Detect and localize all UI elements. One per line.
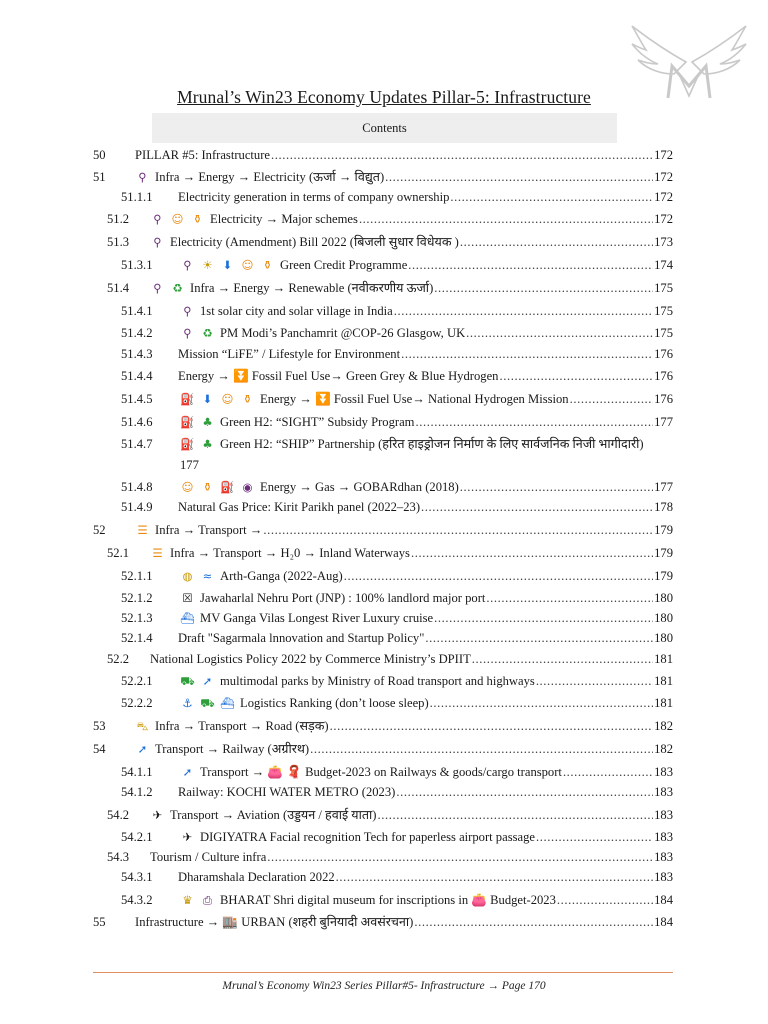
toc-leader-dots bbox=[460, 233, 653, 251]
toc-title: DIGIYATRA Facial recognition Tech for paperless airport passage bbox=[200, 830, 535, 844]
face-icon: ☺ bbox=[241, 258, 254, 272]
toc-entry[interactable] bbox=[0, 650, 768, 668]
toc-leader-dots bbox=[460, 478, 653, 496]
rail-icon: ☰ bbox=[137, 523, 148, 537]
toc-title: Transport → Railway (अग्रीरथ) bbox=[155, 742, 310, 756]
toc-number: 54 bbox=[93, 742, 106, 756]
toc-leader-dots bbox=[263, 521, 653, 539]
toc-leader-dots bbox=[434, 279, 653, 297]
toc-title: Infrastructure → 🏬 URBAN (शहरी बुनियादी अवसंरचना) bbox=[135, 915, 414, 929]
face-icon: ☺ bbox=[181, 480, 194, 494]
toc-number: 54.2 bbox=[107, 808, 130, 822]
toc-title: National Logistics Policy 2022 by Commerce Ministry’s DPIIT bbox=[150, 652, 471, 666]
toc-title: Infra → Energy → Electricity (ऊर्जा → विद्युत) bbox=[155, 170, 385, 184]
toc-page-number: 184 bbox=[654, 915, 673, 929]
toc-label bbox=[135, 740, 309, 758]
toc-label bbox=[178, 345, 400, 363]
toc-page-number: 181 bbox=[654, 696, 673, 710]
toc-page-number: 172 bbox=[654, 190, 673, 204]
toc-number: 52.2.1 bbox=[121, 674, 153, 688]
anchor-icon: ⚓ bbox=[182, 696, 193, 710]
toc-label bbox=[180, 302, 393, 320]
toc-entry[interactable] bbox=[0, 913, 768, 931]
recycle-icon: ♻ bbox=[172, 281, 183, 295]
toc-leader-dots bbox=[450, 188, 653, 206]
toc-number: 54.3.1 bbox=[121, 870, 153, 884]
toc-page-number: 175 bbox=[654, 304, 673, 318]
toc-entry[interactable] bbox=[0, 498, 768, 516]
toc-number: 52.1.3 bbox=[121, 611, 153, 625]
toc-entry[interactable] bbox=[0, 567, 768, 585]
toc-leader-dots bbox=[557, 891, 653, 909]
toc-page-number: 178 bbox=[654, 500, 673, 514]
bulb-icon: ☀ bbox=[202, 258, 213, 272]
toc-page-number: 181 bbox=[654, 674, 673, 688]
toc-entry[interactable] bbox=[0, 168, 768, 186]
toc-page-number: 177 bbox=[654, 480, 673, 494]
tap-icon: ⚱ bbox=[192, 212, 203, 226]
toc-number: 51.4.5 bbox=[121, 392, 153, 406]
train-icon: ➚ bbox=[182, 765, 193, 779]
plane-icon: ✈ bbox=[152, 808, 163, 822]
toc-leader-dots bbox=[310, 740, 653, 758]
printer-icon: ⎙ bbox=[202, 893, 213, 907]
pump-icon: ⛽ bbox=[180, 437, 195, 451]
toc-entry[interactable] bbox=[0, 413, 768, 431]
toc-number: 51.4.9 bbox=[121, 500, 153, 514]
toc-page-number: 180 bbox=[654, 631, 673, 645]
toc-leader-dots bbox=[430, 694, 653, 712]
toc-label bbox=[180, 567, 343, 585]
toc-entry[interactable] bbox=[0, 763, 768, 781]
toc-entry[interactable] bbox=[0, 210, 768, 228]
truck-icon: ⛟ bbox=[180, 674, 195, 688]
toc-number: 51.3 bbox=[107, 235, 130, 249]
toc-entry[interactable] bbox=[0, 324, 768, 342]
toc-label bbox=[150, 210, 358, 228]
toc-number: 50 bbox=[93, 148, 106, 162]
toc-leader-dots bbox=[563, 763, 653, 781]
toc-entry[interactable] bbox=[0, 717, 768, 735]
toc-number: 51.4.4 bbox=[121, 369, 153, 383]
plug-icon: ⚲ bbox=[183, 326, 192, 340]
toc-number: 52 bbox=[93, 523, 106, 537]
toc-entry[interactable] bbox=[0, 302, 768, 320]
toc-entry[interactable] bbox=[0, 672, 768, 690]
toc-page-number: 179 bbox=[654, 546, 673, 560]
toc-number: 51.4.3 bbox=[121, 347, 153, 361]
toc-number: 51.4 bbox=[107, 281, 130, 295]
toc-label bbox=[180, 324, 465, 342]
toc-label bbox=[178, 629, 424, 647]
toc-entry[interactable] bbox=[0, 345, 768, 363]
train-icon: ➚ bbox=[137, 742, 148, 756]
toc-number: 54.1.1 bbox=[121, 765, 153, 779]
toc-title: Infra → Transport → bbox=[155, 523, 263, 537]
toc-page-number: 173 bbox=[654, 235, 673, 249]
toc-leader-dots bbox=[425, 629, 653, 647]
toc-page-number: 182 bbox=[654, 719, 673, 733]
toc-entry[interactable] bbox=[0, 367, 768, 385]
toc-page-number: 183 bbox=[654, 765, 673, 779]
toc-number: 51.4.2 bbox=[121, 326, 153, 340]
toc-label bbox=[180, 891, 556, 909]
toc-page-number: 172 bbox=[654, 148, 673, 162]
toc-page-number: 177 bbox=[654, 415, 673, 429]
toc-number: 52.2.2 bbox=[121, 696, 153, 710]
rail-icon: ☰ bbox=[152, 546, 163, 560]
toc-number: 51.4.1 bbox=[121, 304, 153, 318]
toc-title: 1st solar city and solar village in India bbox=[200, 304, 393, 318]
face-icon: ☺ bbox=[171, 212, 184, 226]
toc-entry[interactable] bbox=[0, 256, 768, 274]
toc-label bbox=[178, 783, 395, 801]
toc-label bbox=[180, 256, 407, 274]
toc-number: 51.4.7 bbox=[121, 437, 153, 451]
pump-icon: ⛽ bbox=[180, 392, 195, 406]
plane-icon: ✈ bbox=[182, 830, 193, 844]
toc-entry[interactable] bbox=[0, 694, 768, 712]
toc-title: Electricity (Amendment) Bill 2022 (बिजली सुधार विधेयक ) bbox=[170, 235, 459, 249]
toc-page-number: 176 bbox=[654, 392, 673, 406]
toc-label bbox=[150, 279, 433, 297]
toc-label bbox=[180, 828, 535, 846]
toc-entry[interactable] bbox=[0, 740, 768, 758]
down-box-icon: ⬇ bbox=[222, 258, 233, 272]
toc-label bbox=[135, 168, 384, 186]
toc-number: 52.1.2 bbox=[121, 591, 153, 605]
toc-leader-dots bbox=[267, 848, 653, 866]
down-box-icon: ⬇ bbox=[202, 392, 213, 406]
toc-number: 51 bbox=[93, 170, 106, 184]
truck-icon: ⛟ bbox=[200, 696, 215, 710]
toc-title: Infra → Transport → Road (सड़क) bbox=[155, 719, 329, 733]
toc-page-number: 181 bbox=[654, 652, 673, 666]
toc-entry[interactable] bbox=[0, 521, 768, 539]
toc-page-number: 183 bbox=[654, 785, 673, 799]
toc-label bbox=[180, 589, 485, 607]
toc-entry[interactable] bbox=[0, 188, 768, 206]
toc-leader-dots bbox=[536, 828, 653, 846]
toc-number: 54.3 bbox=[107, 850, 130, 864]
toc-page-number: 172 bbox=[654, 212, 673, 226]
toc-label bbox=[150, 806, 377, 824]
box-icon: ☒ bbox=[182, 591, 193, 605]
toc-leader-dots bbox=[378, 806, 654, 824]
pump-icon: ⛽ bbox=[180, 415, 195, 429]
toc-entry[interactable] bbox=[0, 390, 768, 408]
toc-label bbox=[178, 367, 498, 385]
toc-label bbox=[180, 609, 433, 627]
toc-leader-dots bbox=[396, 783, 653, 801]
ship-icon: ⛴ bbox=[180, 611, 195, 625]
plug-icon: ⚲ bbox=[183, 258, 192, 272]
toc-entry[interactable] bbox=[0, 629, 768, 647]
toc-label bbox=[180, 435, 644, 453]
toc-entry[interactable] bbox=[0, 848, 768, 866]
toc-label bbox=[180, 413, 414, 431]
face-icon: ☺ bbox=[221, 392, 234, 406]
toc-label bbox=[178, 498, 420, 516]
toc-entry[interactable] bbox=[0, 233, 768, 251]
toc-title: Arth-Ganga (2022-Aug) bbox=[220, 569, 343, 583]
toc-entry[interactable] bbox=[0, 783, 768, 801]
tap-icon: ⚱ bbox=[202, 480, 213, 494]
toc-leader-dots bbox=[411, 544, 653, 562]
toc-number: 51.2 bbox=[107, 212, 130, 226]
recycle-icon: ♻ bbox=[202, 326, 213, 340]
crown-icon: ♛ bbox=[182, 893, 193, 907]
toc-page-number: 175 bbox=[654, 326, 673, 340]
toc-title: PM Modi’s Panchamrit @COP-26 Glasgow, UK bbox=[220, 326, 466, 340]
toc-number: 55 bbox=[93, 915, 106, 929]
toc-label bbox=[150, 650, 471, 668]
toc-title: Transport → Aviation (उड्डयन / हवाई याता) bbox=[170, 808, 377, 822]
toc-number: 52.1 bbox=[107, 546, 130, 560]
plug-icon: ⚲ bbox=[183, 304, 192, 318]
toc-number: 54.1.2 bbox=[121, 785, 153, 799]
toc-title: Railway: KOCHI WATER METRO (2023) bbox=[178, 785, 396, 799]
document-title: Mrunal’s Win23 Economy Updates Pillar-5: Infrastructure bbox=[177, 87, 591, 107]
toc-title: Jawaharlal Nehru Port (JNP) : 100% landlord major port bbox=[200, 591, 486, 605]
toc-title: Electricity generation in terms of company ownership bbox=[178, 190, 450, 204]
toc-label bbox=[135, 913, 413, 931]
toc-page-number: 177 bbox=[180, 458, 199, 472]
toc-title: Energy → Gas → GOBARdhan (2018) bbox=[260, 480, 459, 494]
toc-entry[interactable] bbox=[0, 435, 768, 475]
toc-title: Draft "Sagarmala lnnovation and Startup Policy" bbox=[178, 631, 425, 645]
toc-leader-dots bbox=[414, 913, 653, 931]
toc-title: Tourism / Culture infra bbox=[150, 850, 267, 864]
toc-leader-dots bbox=[421, 498, 653, 516]
toc-label bbox=[180, 672, 535, 690]
toc-title: MV Ganga Vilas Longest River Luxury cruise bbox=[200, 611, 434, 625]
toc-number: 51.4.8 bbox=[121, 480, 153, 494]
toc-page-number: 179 bbox=[654, 569, 673, 583]
toc-label bbox=[180, 763, 562, 781]
toc-label bbox=[180, 390, 569, 408]
toc-leader-dots bbox=[472, 650, 653, 668]
toc-title: Logistics Ranking (don’t loose sleep) bbox=[240, 696, 429, 710]
toc-leader-dots bbox=[408, 256, 653, 274]
toc-leader-dots bbox=[486, 589, 653, 607]
toc-title: Transport → 👛 🧣 Budget-2023 on Railways & goods/cargo transport bbox=[200, 765, 562, 779]
toc-label bbox=[150, 233, 459, 251]
toc-leader-dots bbox=[336, 868, 653, 886]
toc-label bbox=[178, 188, 449, 206]
swimmer-icon: ≈ bbox=[202, 569, 213, 583]
tap-icon: ⚱ bbox=[262, 258, 273, 272]
toc-label bbox=[180, 478, 459, 496]
toc-title: Electricity → Major schemes bbox=[210, 212, 358, 226]
plug-icon: ⚲ bbox=[153, 281, 162, 295]
toc-title: Green H2: “SIGHT” Subsidy Program bbox=[220, 415, 415, 429]
toc-leader-dots bbox=[499, 367, 653, 385]
toc-entry[interactable] bbox=[0, 478, 768, 496]
clover-icon: ♣ bbox=[202, 415, 213, 429]
clover-icon: ♣ bbox=[202, 437, 213, 451]
toc-title: multimodal parks by Ministry of Road transport and highways bbox=[220, 674, 535, 688]
toc-leader-dots bbox=[415, 413, 653, 431]
toc-entry[interactable] bbox=[0, 146, 768, 164]
footer-divider bbox=[93, 972, 673, 973]
toc-title: Mission “LiFE” / Lifestyle for Environment bbox=[178, 347, 401, 361]
toc-page-number: 184 bbox=[654, 893, 673, 907]
toc-entry[interactable] bbox=[0, 544, 768, 562]
toc-page-number: 176 bbox=[654, 369, 673, 383]
toc-leader-dots bbox=[271, 146, 653, 164]
toc-number: 52.1.4 bbox=[121, 631, 153, 645]
toc-entry[interactable] bbox=[0, 806, 768, 824]
toc-page-number: 175 bbox=[654, 281, 673, 295]
moneybag-icon: ◍ bbox=[182, 569, 193, 583]
toc-page-number: 176 bbox=[654, 347, 673, 361]
toc-number: 51.3.1 bbox=[121, 258, 153, 272]
toc-title: Energy → ⏬ Fossil Fuel Use→ Green Grey & Blue Hydrogen bbox=[178, 369, 499, 383]
plug-icon: ⚲ bbox=[153, 212, 162, 226]
toc-number: 52.2 bbox=[107, 652, 130, 666]
ship-icon: ⛴ bbox=[220, 696, 235, 710]
toc-leader-dots bbox=[385, 168, 653, 186]
toc-title: Infra → Transport → H₂0 → Inland Waterways bbox=[170, 546, 410, 560]
toc-leader-dots bbox=[330, 717, 654, 735]
toc-title: Energy → ⏬ Fossil Fuel Use→ National Hydrogen Mission bbox=[260, 392, 569, 406]
toc-number: 52.1.1 bbox=[121, 569, 153, 583]
toc-page-number: 183 bbox=[654, 808, 673, 822]
toc-label bbox=[150, 848, 266, 866]
toc-leader-dots bbox=[344, 567, 653, 585]
plug-icon: ⚲ bbox=[153, 235, 162, 249]
toc-leader-dots bbox=[401, 345, 653, 363]
toc-title: Dharamshala Declaration 2022 bbox=[178, 870, 335, 884]
toc-leader-dots bbox=[570, 390, 654, 408]
toc-number: 54.2.1 bbox=[121, 830, 153, 844]
gas-icon: ⛽ bbox=[220, 480, 235, 494]
toc-leader-dots bbox=[434, 609, 653, 627]
toc-leader-dots bbox=[359, 210, 653, 228]
toc-title: BHARAT Shri digital museum for inscriptions in 👛 Budget-2023 bbox=[220, 893, 556, 907]
toc-page-number: 172 bbox=[654, 170, 673, 184]
toc-title: Green Credit Programme bbox=[280, 258, 408, 272]
toc-number: 51.1.1 bbox=[121, 190, 153, 204]
toc-title: Natural Gas Price: Kirit Parikh panel (2022–23) bbox=[178, 500, 421, 514]
toc-entry[interactable] bbox=[0, 609, 768, 627]
toc-number: 51.4.6 bbox=[121, 415, 153, 429]
toc-title: Green H2: “SHIP” Partnership (हरित हाइड्रोजन निर्माण के लिए सार्वजनिक निजी भागीदारी) bbox=[220, 437, 644, 451]
toc-page-number: 183 bbox=[654, 850, 673, 864]
toc-entry[interactable] bbox=[0, 868, 768, 886]
toc-page-number: 183 bbox=[654, 870, 673, 884]
tap-icon: ⚱ bbox=[242, 392, 253, 406]
toc-page-number: 180 bbox=[654, 611, 673, 625]
contents-heading: Contents bbox=[152, 113, 617, 143]
page-footer: Mrunal’s Economy Win23 Series Pillar#5- Infrastructure → Page 170 bbox=[222, 980, 546, 992]
toc-leader-dots bbox=[394, 302, 653, 320]
toc-label bbox=[178, 868, 335, 886]
toc-title: Infra → Energy → Renewable (नवीकरणीय ऊर्जा) bbox=[190, 281, 434, 295]
toc-number: 54.3.2 bbox=[121, 893, 153, 907]
toc-label bbox=[135, 717, 329, 735]
toc-page-number: 183 bbox=[654, 830, 673, 844]
plug-icon: ⚲ bbox=[138, 170, 147, 184]
toc-entry[interactable] bbox=[0, 891, 768, 909]
toc-page-number: 179 bbox=[654, 523, 673, 537]
toc-label bbox=[150, 544, 410, 562]
toc-entry[interactable] bbox=[0, 279, 768, 297]
toc-label bbox=[135, 521, 262, 539]
toc-page-number: 180 bbox=[654, 591, 673, 605]
car-icon: ⛍ bbox=[136, 719, 149, 733]
train-icon: ➚ bbox=[202, 674, 213, 688]
toc-entry[interactable] bbox=[0, 828, 768, 846]
toc-leader-dots bbox=[536, 672, 653, 690]
toc-number: 53 bbox=[93, 719, 106, 733]
toc-page-number: 174 bbox=[654, 258, 673, 272]
toc-entry[interactable] bbox=[0, 589, 768, 607]
toc-leader-dots bbox=[466, 324, 653, 342]
plate-icon: ◉ bbox=[242, 480, 253, 494]
toc-title: PILLAR #5: Infrastructure bbox=[135, 148, 270, 162]
toc-page-number: 182 bbox=[654, 742, 673, 756]
toc-label bbox=[135, 146, 270, 164]
toc-label bbox=[180, 694, 429, 712]
